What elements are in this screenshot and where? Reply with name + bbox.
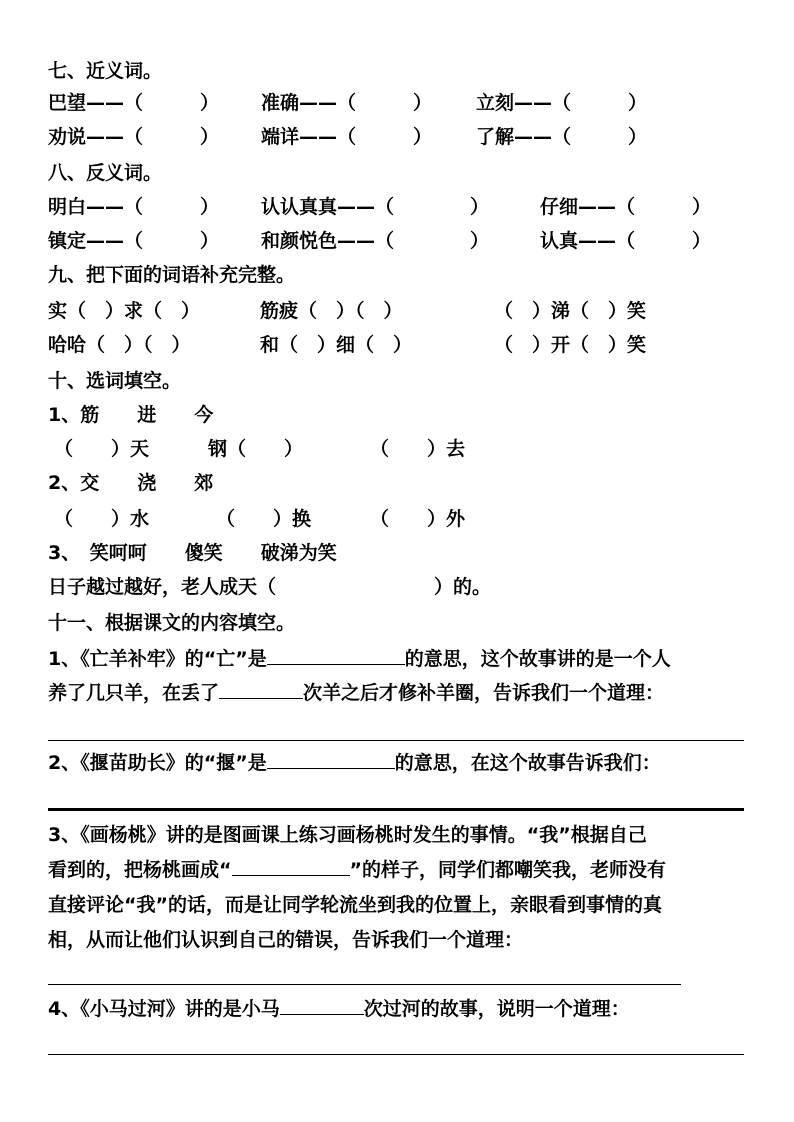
q2-answer-line[interactable] (48, 808, 744, 811)
synonym-item: 端详——（ ） (261, 126, 433, 148)
sentence-part: ）的。 (434, 576, 492, 598)
choice-q2-words: 2、交 浇 郊 (48, 472, 214, 494)
antonym-item: 认真——（ ） (540, 230, 712, 252)
section-7-title: 七、近义词。 (48, 60, 163, 82)
q3-line-1: 3、《画杨桃》讲的是图画课上练习画杨桃时发生的事情。“我”根据自己 (48, 824, 647, 846)
q3-text: 看到的，把杨桃画成“ (48, 859, 232, 881)
antonym-item: 仔细——（ ） (540, 196, 712, 218)
q4-text: 4、《小马过河》讲的是小马 (48, 998, 280, 1020)
choice-q1-words: 1、筋 进 今 (48, 404, 214, 426)
q1-meaning-blank[interactable] (267, 644, 405, 665)
q1-answer-line[interactable] (48, 740, 744, 741)
q1-line-1 (48, 644, 671, 674)
q1-count-blank[interactable] (219, 678, 303, 699)
q3-shape-blank[interactable] (232, 855, 350, 876)
section-8-title: 八、反义词。 (48, 162, 163, 184)
synonym-item: 立刻——（ ） (476, 92, 648, 114)
idiom-item: （ ）开（ ）笑 (494, 334, 647, 356)
q3-line-2 (48, 855, 666, 885)
idiom-item: 和（ ）细（ ） (260, 334, 413, 356)
q2-meaning-blank[interactable] (267, 748, 395, 769)
idiom-item: 筋疲（ ）（ ） (260, 300, 403, 322)
choice-item: （ ）换 (216, 508, 312, 530)
q2-text: 的意思，在这个故事告诉我们： (394, 752, 661, 774)
q1-line-2 (48, 678, 664, 708)
synonym-item: 准确——（ ） (261, 92, 433, 114)
choice-q3-words: 3、 笑呵呵 傻笑 破涕为笑 (48, 542, 337, 564)
synonym-item: 了解——（ ） (476, 126, 648, 148)
q1-text: 次羊之后才修补羊圈，告诉我们一个道理： (303, 682, 665, 704)
choice-item: （ ）外 (370, 508, 466, 530)
q3-line-3: 直接评论“我”的话，而是让同学轮流坐到我的位置上，亲眼看到事情的真 (48, 894, 662, 916)
q2-line-1 (48, 748, 661, 778)
q3-answer-line[interactable] (48, 984, 681, 985)
q3-text: ”的样子，同学们都嘲笑我，老师没有 (349, 859, 666, 881)
q4-answer-line[interactable] (48, 1054, 744, 1055)
q4-count-blank[interactable] (280, 994, 364, 1015)
antonym-item: 认认真真——（ ） (261, 196, 490, 218)
q1-text: 养了几只羊，在丢了 (48, 682, 220, 704)
synonym-item: 劝说——（ ） (48, 126, 220, 148)
choice-item: （ ）水 (54, 508, 150, 530)
sentence-part: 日子越过越好，老人成天（ (48, 576, 277, 598)
synonym-item: 巴望——（ ） (48, 92, 220, 114)
antonym-item: 和颜悦色——（ ） (261, 230, 490, 252)
choice-item: （ ）去 (370, 438, 466, 460)
section-10-title: 十、选词填空。 (48, 370, 182, 392)
q2-text: 2、《揠苗助长》的“揠”是 (48, 752, 267, 774)
idiom-item: 实（ ）求（ ） (48, 300, 201, 322)
choice-item: （ ）天 (54, 438, 150, 460)
antonym-item: 明白——（ ） (48, 196, 220, 218)
choice-item: 钢（ ） (208, 438, 304, 460)
q3-line-4: 相，从而让他们认识到自己的错误，告诉我们一个道理： (48, 929, 524, 951)
section-9-title: 九、把下面的词语补充完整。 (48, 264, 296, 286)
idiom-item: （ ）涕（ ）笑 (494, 300, 647, 322)
q4-line-1 (48, 994, 630, 1024)
antonym-item: 镇定——（ ） (48, 230, 220, 252)
q1-text: 1、《亡羊补牢》的“亡”是 (48, 648, 267, 670)
q1-text: 的意思，这个故事讲的是一个人 (404, 648, 671, 670)
section-11-title: 十一、根据课文的内容填空。 (48, 612, 296, 634)
q4-text: 次过河的故事，说明一个道理： (363, 998, 630, 1020)
idiom-item: 哈哈（ ）（ ） (48, 334, 191, 356)
